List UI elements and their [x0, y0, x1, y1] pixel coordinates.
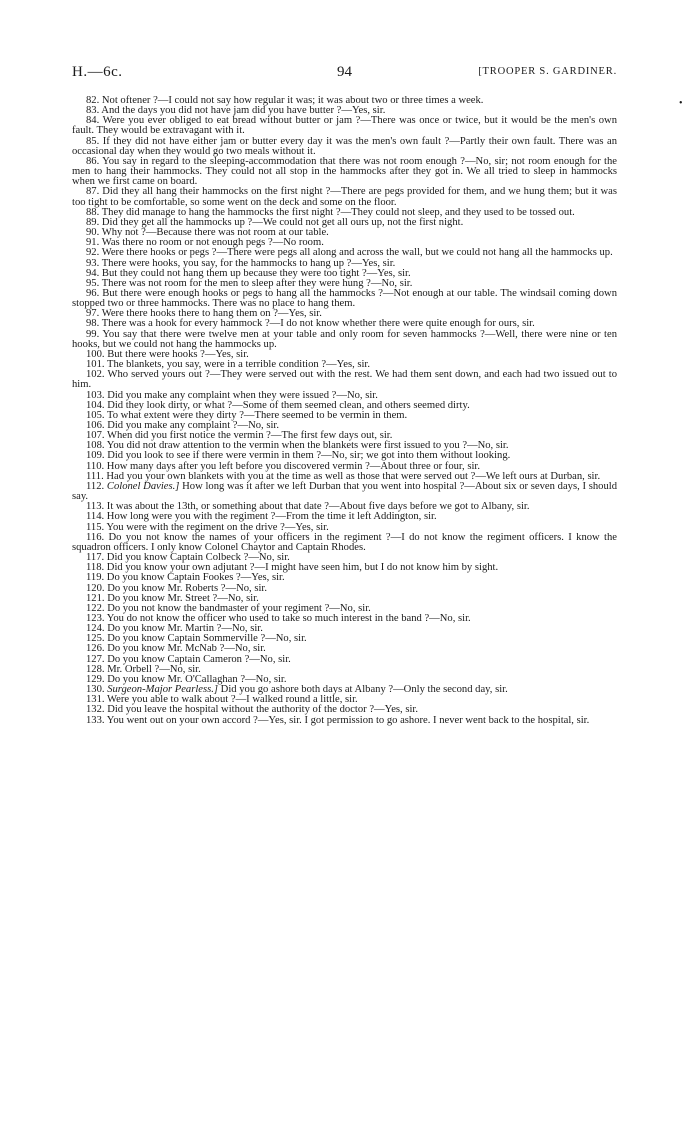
testimony-entry: 87. Did they all hang their hammocks on the first night ?—There are pegs provided for them, and we hung them; but it was too tight to be comfortable, so some went on the deck and some on the floor. — [72, 186, 617, 208]
testimony-entry: 113. It was about the 13th, or something about that date ?—About five days before we got to Albany, sir. — [86, 501, 530, 513]
testimony-entry: 111. Had you your own blankets with you at the time as well as those that were served out ?—We left ours at Durban, sir. — [86, 470, 601, 482]
testimony-entry: 86. You say in regard to the sleeping-accommodation that there was not room enough ?—No, sir; not room enough for the men to hang their hammocks. They could not all stop in the hammocks after they got in. We all tried to sleep in hammocks when we first came on board. — [72, 155, 617, 188]
margin-mark: • — [679, 98, 683, 109]
testimony-entry: 132. Did you leave the hospital without the authority of the doctor ?—Yes, sir. — [86, 704, 418, 716]
testimony-entry: 108. You did not draw attention to the vermin when the blankets were first issued to you ?—No, sir. — [86, 440, 509, 452]
testimony-entry: 115. You were with the regiment on the drive ?—Yes, sir. — [86, 521, 329, 533]
speaker-name: Surgeon-Major Pearless.] — [107, 684, 219, 696]
testimony-entry: 116. Do you not know the names of your officers in the regiment ?—I do not know the regiment officers. I know the squadron officers. I only know Colonel Chaytor and Captain Rhodes. — [72, 531, 617, 553]
testimony-entry: 125. Do you know Captain Sommerville ?—No, sir. — [86, 633, 307, 645]
testimony-body — [72, 96, 617, 726]
testimony-entry: 96. But there were enough hooks or pegs to hang all the hammocks ?—Not enough at our table. The windsail coming down stopped two or three hammocks. There was no place to hang them. — [72, 287, 617, 310]
page-header — [72, 64, 617, 84]
testimony-entry: 99. You say that there were twelve men at your table and only room for seven hammocks ?—Well, there were nine or ten hooks, but we could not hang the hammocks up. — [72, 328, 617, 350]
testimony-entry: 97. Were there hooks there to hang them on ?—Yes, sir. — [86, 308, 322, 320]
testimony-entry: 100. But there were hooks ?—Yes, sir. — [86, 348, 249, 360]
testimony-entry: 101. The blankets, you say, were in a terrible condition ?—Yes, sir. — [86, 359, 371, 371]
testimony-entry: 89. Did they get all the hammocks up ?—We could not get all ours up, not the first night. — [86, 216, 464, 228]
testimony-entry: 119. Do you know Captain Fookes ?—Yes, sir. — [86, 572, 285, 584]
testimony-entry — [72, 482, 617, 502]
question-number: 130. — [86, 684, 108, 696]
testimony-entry: 118. Did you know your own adjutant ?—I might have seen him, but I do not know him by sight. — [86, 562, 499, 574]
testimony-entry: 84. Were you ever obliged to eat bread without butter or jam ?—There was once or twice, but it would be the men's own fault. They would be extravagant with it. — [72, 115, 617, 137]
entry-text: Did you go ashore both days at Albany ?—Only the second day, sir. — [218, 684, 508, 696]
testimony-entry: 103. Did you make any complaint when they were issued ?—No, sir. — [86, 389, 378, 401]
testimony-entry: 128. Mr. Orbell ?—No, sir. — [86, 663, 201, 675]
testimony-entry: 90. Why not ?—Because there was not room at our table. — [86, 227, 329, 239]
page-number: 94 — [337, 64, 352, 80]
testimony-entry: 110. How many days after you left before you discovered vermin ?—About three or four, sir. — [86, 460, 480, 472]
testimony-entry: 109. Did you look to see if there were vermin in them ?—No, sir; we got into them without looking. — [86, 450, 511, 462]
testimony-entry: 92. Were there hooks or pegs ?—There were pegs all along and across the wall, but we could not hang all the hammocks up. — [86, 247, 613, 259]
testimony-entry: 120. Do you know Mr. Roberts ?—No, sir. — [86, 582, 267, 594]
question-number: 112. — [86, 480, 107, 492]
testimony-entry: 127. Do you know Captain Cameron ?—No, sir. — [86, 653, 291, 665]
testimony-entry: 106. Did you make any complaint ?—No, sir. — [86, 420, 280, 431]
testimony-entry: 85. If they did not have either jam or butter every day it was the men's own fault ?—Partly their own fault. There was an occasional day when they would go two meals without it. — [72, 135, 617, 157]
testimony-entry: 104. Did they look dirty, or what ?—Some of them seemed clean, and others seemed dirty. — [86, 399, 470, 411]
testimony-entry: 126. Do you know Mr. McNab ?—No, sir. — [86, 643, 266, 655]
testimony-entry: 122. Do you not know the bandmaster of your regiment ?—No, sir. — [86, 602, 371, 614]
testimony-entry: 123. You do not know the officer who used to take so much interest in the band ?—No, sir. — [86, 612, 471, 624]
testimony-entry: 131. Were you able to walk about ?—I walked round a little, sir. — [86, 694, 358, 706]
testimony-entry: 88. They did manage to hang the hammocks the first night ?—They could not sleep, and they used to be tossed out. — [86, 206, 575, 218]
testimony-entry: 94. But they could not hang them up because they were too tight ?—Yes, sir. — [86, 267, 411, 279]
testimony-entry: 107. When did you first notice the vermin ?—The first few days out, sir. — [86, 430, 393, 442]
witness-heading: [TROOPER S. GARDINER. — [478, 66, 617, 77]
testimony-entry: 114. How long were you with the regiment ?—From the time it left Addington, sir. — [86, 511, 437, 523]
testimony-entry: 105. To what extent were they dirty ?—There seemed to be vermin in them. — [86, 409, 408, 421]
testimony-entry: 121. Do you know Mr. Street ?—No, sir. — [86, 592, 259, 604]
testimony-entry: 83. And the days you did not have jam did you have butter ?—Yes, sir. — [86, 105, 386, 117]
testimony-entry: 133. You went out on your own accord ?—Yes, sir. I got permission to go ashore. I never went back to the hospital, sir. — [86, 714, 590, 726]
testimony-entry: 82. Not oftener ?—I could not say how regular it was; it was about two or three times a week. — [86, 95, 484, 106]
entry-text: How long was it after we left Durban that you went into hospital ?—About six or seven days, I should say. — [72, 480, 617, 503]
testimony-entry: 93. There were hooks, you say, for the hammocks to hang up ?—Yes, sir. — [86, 257, 396, 269]
speaker-name: Colonel Davies.] — [106, 480, 180, 492]
testimony-entry: 91. Was there no room or not enough pegs ?—No room. — [86, 237, 324, 249]
testimony-entry: 124. Do you know Mr. Martin ?—No, sir. — [86, 623, 263, 635]
testimony-entry: 129. Do you know Mr. O'Callaghan ?—No, sir. — [86, 673, 287, 685]
testimony-entry: 102. Who served yours out ?—They were served out with the rest. We had them sent down, and each had two issued out to him. — [72, 369, 617, 391]
paper-reference: H.—6c. — [72, 64, 123, 80]
testimony-entry: 95. There was not room for the men to sleep after they were hung ?—No, sir. — [86, 277, 413, 289]
testimony-entry: 98. There was a hook for every hammock ?—I do not know whether there were quite enough for ours, sir. — [86, 318, 535, 330]
testimony-entry: 117. Did you know Captain Colbeck ?—No, sir. — [86, 552, 290, 564]
